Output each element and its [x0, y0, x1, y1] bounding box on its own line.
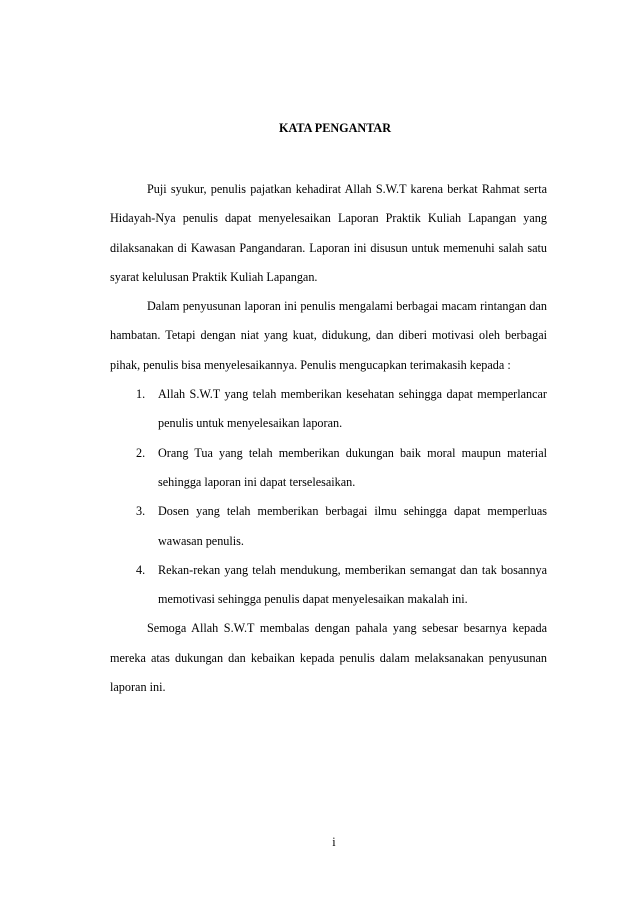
list-item	[110, 380, 547, 439]
document-body	[110, 175, 547, 702]
page-title: KATA PENGANTAR	[278, 121, 392, 135]
paragraph-intro: Puji syukur, penulis pajatkan kehadirat Allah S.W.T karena berkat Rahmat serta Hidayah-Nya penulis dapat menyelesaikan Laporan Praktik Kuliah Lapangan yang dilaksanakan di Kawasan Pangandaran. Laporan ini disusun untuk memenuhi salah satu syarat kelulusan Praktik Kuliah Lapangan.	[110, 182, 547, 284]
list-item-text: Dosen yang telah memberikan berbagai ilmu sehingga dapat memperluas wawasan penulis.	[158, 504, 547, 548]
list-item	[110, 556, 547, 615]
list-item	[110, 497, 547, 556]
list-item-number: 4.	[136, 562, 146, 577]
list-item-number: 2.	[136, 445, 146, 460]
list-item-number: 3.	[136, 504, 146, 519]
list-item-text: Orang Tua yang telah memberikan dukungan baik moral maupun material sehingga laporan ini dapat terselesaikan.	[158, 445, 547, 489]
page-number: i	[332, 835, 336, 849]
list-item-number: 1.	[136, 387, 146, 402]
list-item-text: Rekan-rekan yang telah mendukung, memberikan semangat dan tak bosannya memotivasi sehingga penulis dapat menyelesaikan makalah ini.	[158, 562, 547, 607]
list-item-text: Allah S.W.T yang telah memberikan kesehatan sehingga dapat memperlancar penulis untuk menyelesaikan laporan.	[158, 387, 547, 431]
paragraph-closing: Semoga Allah S.W.T membalas dengan pahala yang sebesar besarnya kepada mereka atas dukungan dan kebaikan kepada penulis dalam melaksanakan penyusunan laporan ini.	[110, 621, 547, 695]
acknowledgement-list	[110, 380, 547, 614]
list-item	[110, 439, 547, 498]
paragraph-thanks: Dalam penyusunan laporan ini penulis mengalami berbagai macam rintangan dan hambatan. Tetapi dengan niat yang kuat, didukung, dan diberi motivasi oleh berbagai pihak, penulis bisa menyelesaikannya. Penulis mengucapkan terimakasih kepada :	[110, 299, 547, 372]
